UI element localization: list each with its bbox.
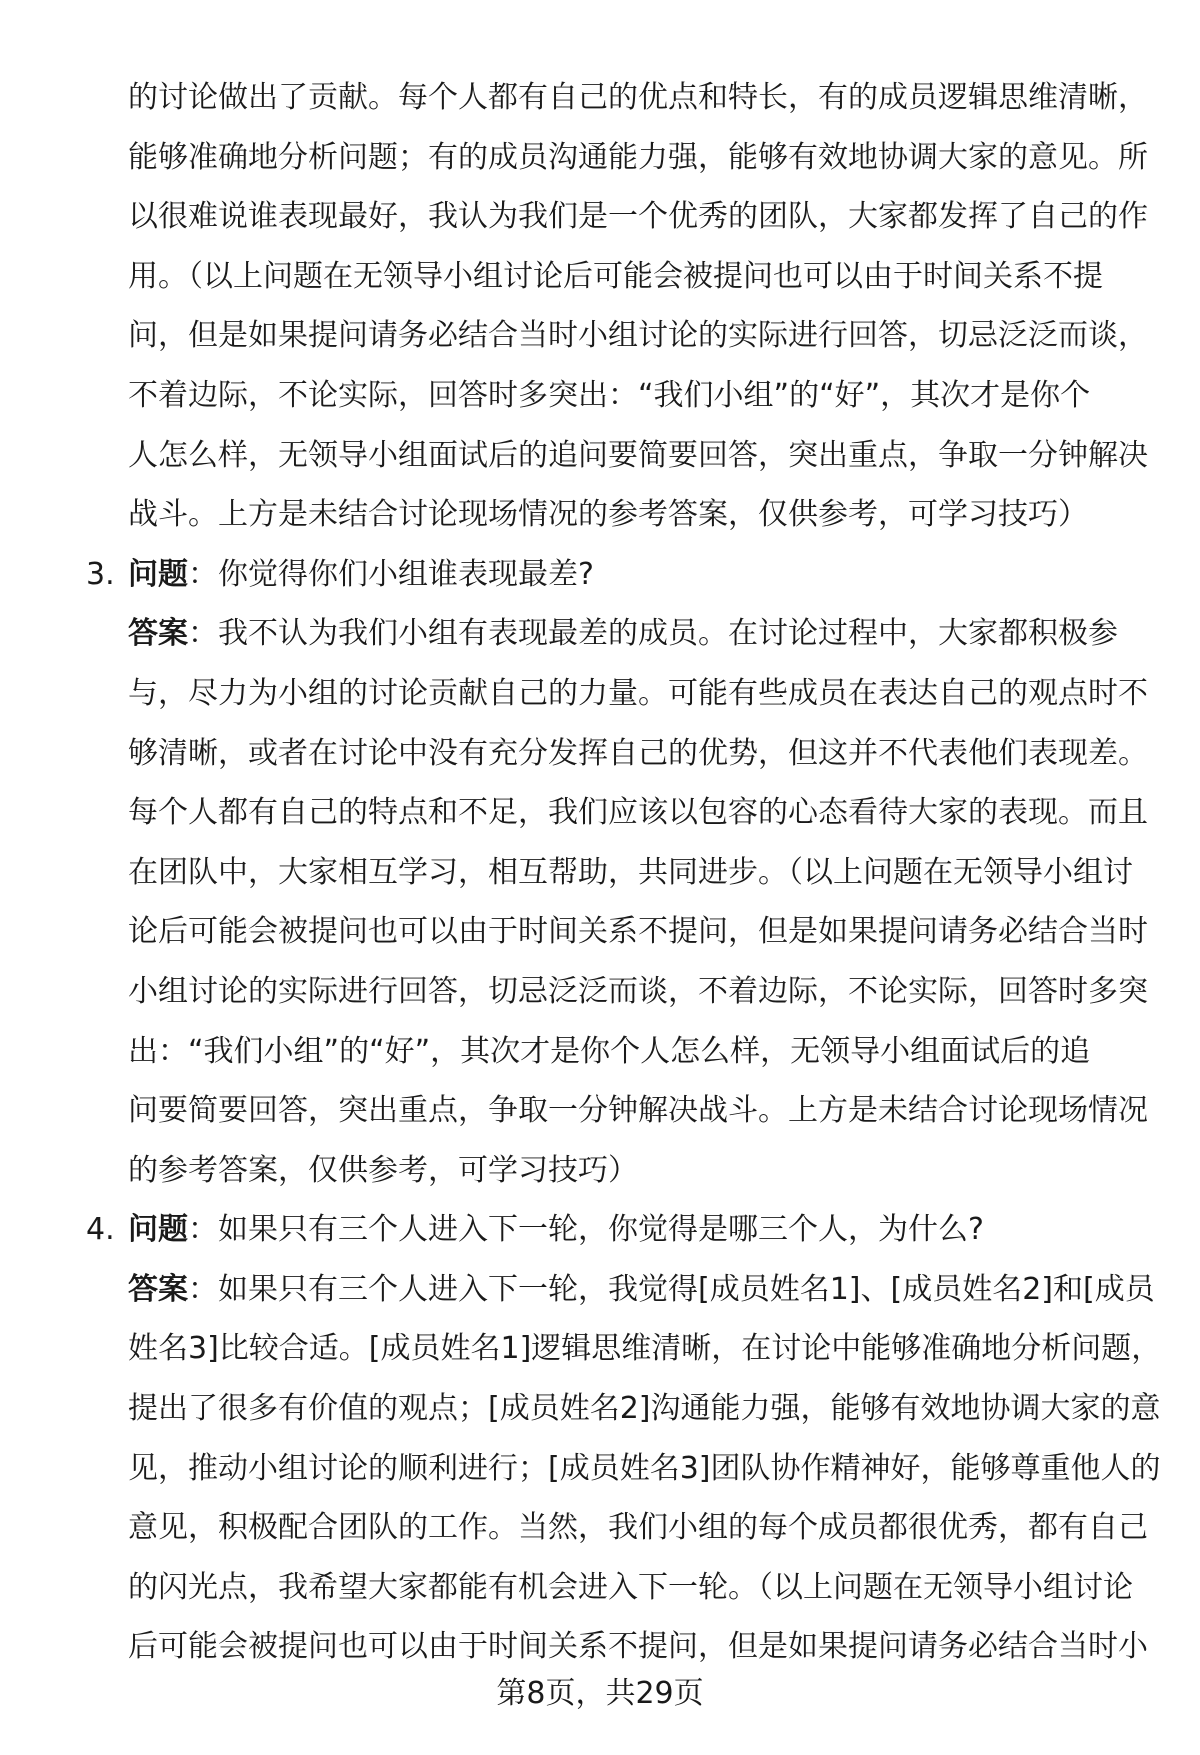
question-line: [86, 1200, 1178, 1260]
text-line: 提出了很多有价值的观点；[成员姓名2]沟通能力强，能够有效地协调大家的意: [128, 1391, 1161, 1427]
question-text: ：你觉得你们小组谁表现最差?: [188, 556, 594, 592]
answer-line: [128, 1260, 1178, 1320]
text-line: 战斗。上方是未结合讨论现场情况的参考答案，仅供参考，可学习技巧）: [128, 497, 1088, 533]
text-line: 意见，积极配合团队的工作。当然，我们小组的每个成员都很优秀，都有自己: [128, 1510, 1148, 1546]
list-number: 3.: [86, 556, 115, 592]
text-line: 以很难说谁表现最好，我认为我们是一个优秀的团队，大家都发挥了自己的作: [128, 199, 1148, 235]
answer-line: [128, 604, 1178, 664]
question-line: [86, 545, 1178, 605]
text-line: 用。（以上问题在无领导小组讨论后可能会被提问也可以由于时间关系不提: [128, 258, 1103, 294]
text-line: 人怎么样，无领导小组面试后的追问要简要回答，突出重点，争取一分钟解决: [128, 437, 1148, 473]
question-label: 问题: [128, 556, 188, 592]
answer-text: ：我不认为我们小组有表现最差的成员。在讨论过程中，大家都积极参: [188, 616, 1118, 652]
text-line: 够清晰，或者在讨论中没有充分发挥自己的优势，但这并不代表他们表现差。: [128, 735, 1148, 771]
text-line: 姓名3]比较合适。[成员姓名1]逻辑思维清晰，在讨论中能够准确地分析问题，: [128, 1331, 1162, 1367]
text-line: 的参考答案，仅供参考，可学习技巧）: [128, 1152, 638, 1188]
text-line: 在团队中，大家相互学习，相互帮助，共同进步。（以上问题在无领导小组讨: [128, 854, 1133, 890]
answer-label: 答案: [128, 1271, 188, 1307]
page-number: 第8页，共29页: [496, 1676, 704, 1711]
text-line: 的闪光点，我希望大家都能有机会进入下一轮。（以上问题在无领导小组讨论: [128, 1569, 1133, 1605]
question-text: ：如果只有三个人进入下一轮，你觉得是哪三个人，为什么?: [188, 1212, 984, 1248]
text-line: 不着边际，不论实际，回答时多突出：“我们小组”的“好”，其次才是你个: [128, 377, 1091, 413]
text-line: 问要简要回答，突出重点，争取一分钟解决战斗。上方是未结合讨论现场情况: [128, 1093, 1148, 1129]
answer-text: ：如果只有三个人进入下一轮，我觉得[成员姓名1]、[成员姓名2]和[成员: [188, 1271, 1155, 1307]
question-label: 问题: [128, 1212, 188, 1248]
text-line: 后可能会被提问也可以由于时间关系不提问，但是如果提问请务必结合当时小: [128, 1629, 1148, 1665]
text-line: 见，推动小组讨论的顺利进行；[成员姓名3]团队协作精神好，能够尊重他人的: [128, 1450, 1161, 1486]
page-body: [86, 68, 1178, 1677]
text-line: 与，尽力为小组的讨论贡献自己的力量。可能有些成员在表达自己的观点时不: [128, 675, 1148, 711]
list-number: 4.: [86, 1212, 115, 1248]
text-line: 小组讨论的实际进行回答，切忌泛泛而谈，不着边际，不论实际，回答时多突: [128, 973, 1148, 1009]
answer-label: 答案: [128, 616, 188, 652]
text-line: 问，但是如果提问请务必结合当时小组讨论的实际进行回答，切忌泛泛而谈，: [128, 318, 1148, 354]
text-line: 论后可能会被提问也可以由于时间关系不提问，但是如果提问请务必结合当时: [128, 914, 1148, 950]
text-line: 能够准确地分析问题；有的成员沟通能力强，能够有效地协调大家的意见。所: [128, 139, 1148, 175]
text-line: 的讨论做出了贡献。每个人都有自己的优点和特长，有的成员逻辑思维清晰，: [128, 80, 1148, 115]
text-line: 每个人都有自己的特点和不足，我们应该以包容的心态看待大家的表现。而且: [128, 795, 1148, 831]
text-line: 出：“我们小组”的“好”，其次才是你个人怎么样，无领导小组面试后的追: [128, 1033, 1091, 1069]
